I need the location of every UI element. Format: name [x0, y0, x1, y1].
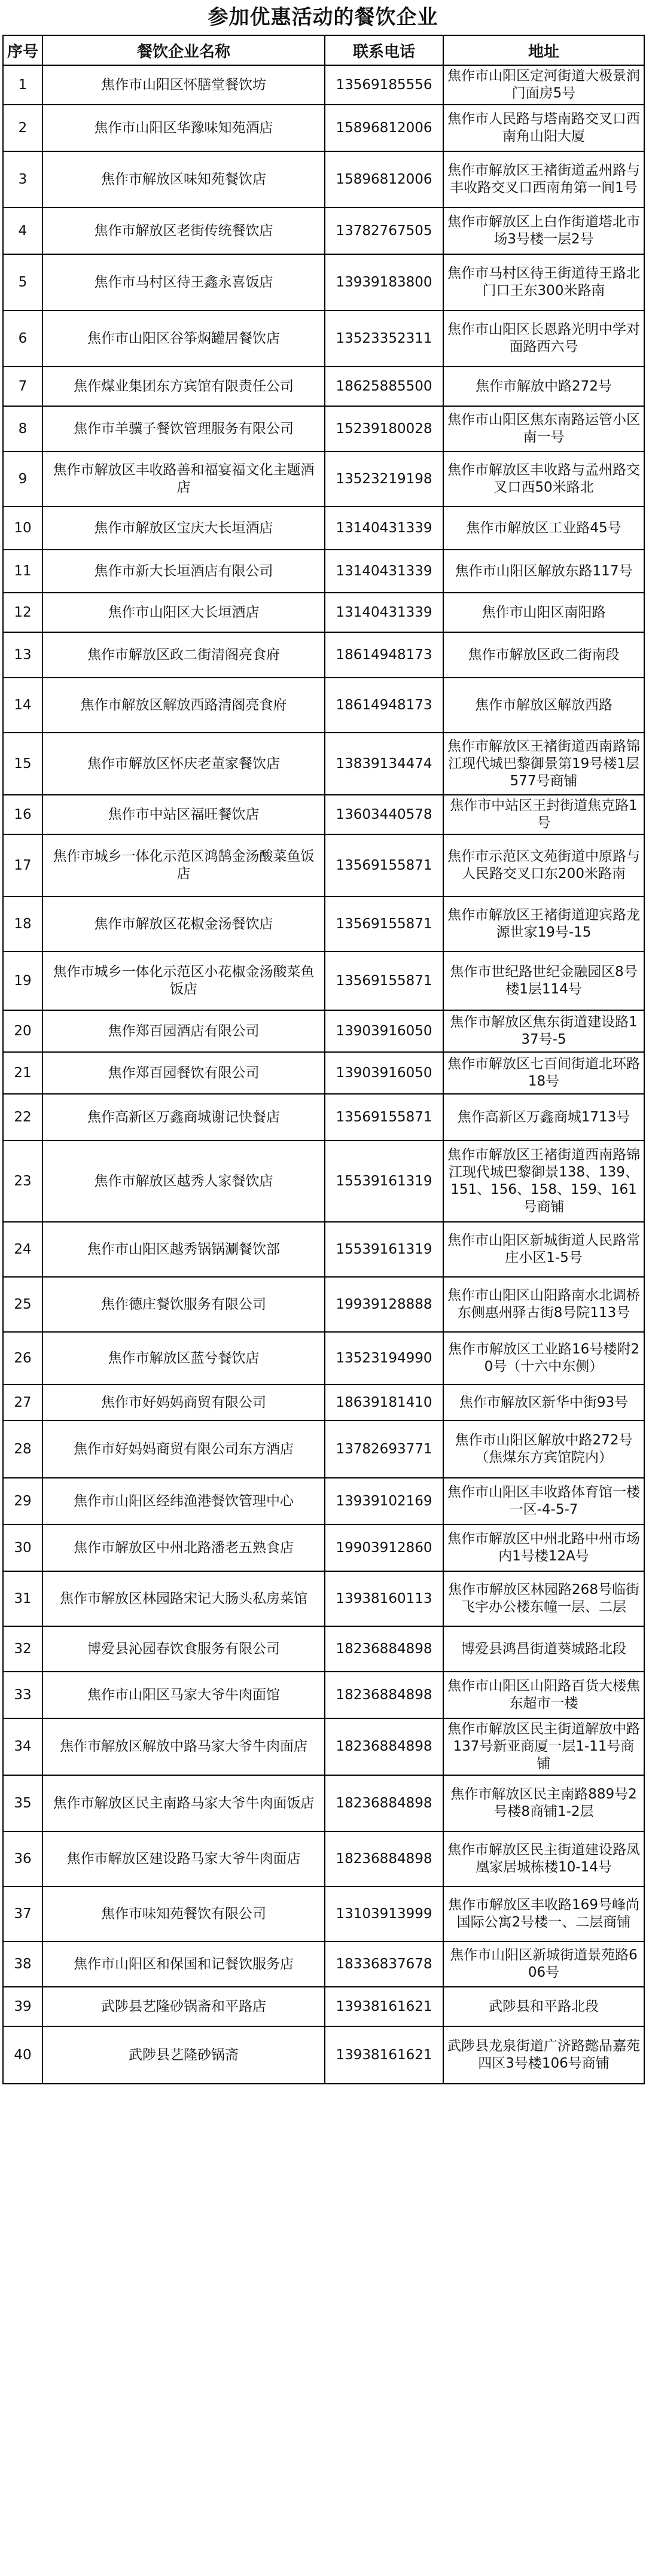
row-index: 24 — [3, 1222, 42, 1277]
contact-phone: 13782767505 — [325, 208, 443, 254]
contact-phone: 13569155871 — [325, 834, 443, 897]
row-index: 35 — [3, 1775, 42, 1831]
contact-phone: 13523194990 — [325, 1332, 443, 1385]
contact-phone: 19939128888 — [325, 1277, 443, 1332]
table-row — [3, 897, 644, 952]
restaurant-name: 焦作市山阳区怀膳堂餐饮坊 — [42, 65, 325, 105]
contact-phone: 18236884898 — [325, 1775, 443, 1831]
restaurant-name: 焦作市山阳区和保国和记餐饮服务店 — [42, 1941, 325, 1987]
contact-phone: 18614948173 — [325, 632, 443, 678]
contact-phone: 13938160113 — [325, 1571, 443, 1626]
row-index: 13 — [3, 632, 42, 678]
row-index: 39 — [3, 1987, 42, 2026]
table-row — [3, 1385, 644, 1420]
contact-phone: 15896812006 — [325, 151, 443, 208]
row-index: 21 — [3, 1052, 42, 1094]
row-index: 11 — [3, 550, 42, 593]
row-index: 29 — [3, 1478, 42, 1525]
restaurant-name: 博爱县沁园春饮食服务有限公司 — [42, 1626, 325, 1672]
row-index: 22 — [3, 1094, 42, 1141]
restaurant-address: 焦作市解放区民主街道解放中路137号新亚商厦一层1-11号商铺 — [443, 1718, 644, 1775]
table-row — [3, 1141, 644, 1222]
restaurant-address: 焦作市马村区待王街道待王路北门口王东300米路南 — [443, 254, 644, 310]
contact-phone: 13839134474 — [325, 733, 443, 795]
table-row — [3, 1987, 644, 2026]
restaurant-name: 焦作市山阳区大长垣酒店 — [42, 593, 325, 632]
restaurant-name: 武陟县艺隆砂锅斋 — [42, 2026, 325, 2084]
restaurant-address: 焦作市解放区民主街道建设路凤凰家居城栋楼10-14号 — [443, 1831, 644, 1886]
row-index: 19 — [3, 952, 42, 1010]
restaurant-address: 焦作市解放区王褚街道西南路锦江现代城巴黎御景第19号楼1层577号商铺 — [443, 733, 644, 795]
restaurant-name: 武陟县艺隆砂锅斋和平路店 — [42, 1987, 325, 2026]
row-index: 32 — [3, 1626, 42, 1672]
row-index: 33 — [3, 1672, 42, 1718]
restaurant-address: 焦作市山阳区定河街道大极景润门面房5号 — [443, 65, 644, 105]
row-index: 10 — [3, 507, 42, 550]
header-phone: 联系电话 — [325, 35, 443, 65]
restaurant-name: 焦作市山阳区马家大爷牛肉面馆 — [42, 1672, 325, 1718]
row-index: 27 — [3, 1385, 42, 1420]
restaurant-name: 焦作市羊骥子餐饮管理服务有限公司 — [42, 406, 325, 452]
row-index: 9 — [3, 452, 42, 507]
table-row — [3, 1052, 644, 1094]
table-row — [3, 678, 644, 733]
table-row — [3, 1277, 644, 1332]
restaurant-name: 焦作市解放区解放中路马家大爷牛肉面店 — [42, 1718, 325, 1775]
restaurant-name: 焦作煤业集团东方宾馆有限责任公司 — [42, 367, 325, 406]
restaurant-name: 焦作市中站区福旺餐饮店 — [42, 795, 325, 834]
restaurant-name: 焦作市解放区怀庆老董家餐饮店 — [42, 733, 325, 795]
restaurant-name: 焦作德庄餐饮服务有限公司 — [42, 1277, 325, 1332]
table-row — [3, 406, 644, 452]
row-index: 17 — [3, 834, 42, 897]
row-index: 12 — [3, 593, 42, 632]
table-row — [3, 208, 644, 254]
table-row — [3, 2026, 644, 2084]
row-index: 36 — [3, 1831, 42, 1886]
table-row — [3, 1420, 644, 1478]
restaurant-name: 焦作市解放区宝庆大长垣酒店 — [42, 507, 325, 550]
restaurant-address: 焦作市解放中路272号 — [443, 367, 644, 406]
restaurant-address: 焦作市山阳区山阳路南水北调桥东侧惠州驿古街8号院113号 — [443, 1277, 644, 1332]
contact-phone: 19903912860 — [325, 1525, 443, 1571]
contact-phone: 13140431339 — [325, 507, 443, 550]
contact-phone: 13140431339 — [325, 550, 443, 593]
restaurant-name: 焦作市山阳区经纬渔港餐饮管理中心 — [42, 1478, 325, 1525]
contact-phone: 13523352311 — [325, 310, 443, 367]
restaurant-address: 焦作市解放区七百间街道北环路18号 — [443, 1052, 644, 1094]
restaurant-name: 焦作市解放区老街传统餐饮店 — [42, 208, 325, 254]
restaurant-name: 焦作市味知苑餐饮有限公司 — [42, 1886, 325, 1941]
restaurant-address: 焦作市解放区上白作街道塔北市场3号楼一层2号 — [443, 208, 644, 254]
restaurant-address: 焦作市解放区丰收路与孟州路交叉口西50米路北 — [443, 452, 644, 507]
restaurant-address: 焦作市解放区工业路45号 — [443, 507, 644, 550]
restaurant-name: 焦作高新区万鑫商城谢记快餐店 — [42, 1094, 325, 1141]
restaurant-name: 焦作市城乡一体化示范区小花椒金汤酸菜鱼饭店 — [42, 952, 325, 1010]
contact-phone: 15239180028 — [325, 406, 443, 452]
row-index: 6 — [3, 310, 42, 367]
row-index: 38 — [3, 1941, 42, 1987]
table-row — [3, 105, 644, 151]
table-row — [3, 254, 644, 310]
row-index: 5 — [3, 254, 42, 310]
restaurant-name: 焦作市城乡一体化示范区鸿鹄金汤酸菜鱼饭店 — [42, 834, 325, 897]
contact-phone: 18236884898 — [325, 1672, 443, 1718]
row-index: 30 — [3, 1525, 42, 1571]
table-row — [3, 593, 644, 632]
restaurant-name: 焦作市解放区丰收路善和福宴福文化主题酒店 — [42, 452, 325, 507]
table-row — [3, 795, 644, 834]
restaurant-name: 焦作市马村区待王鑫永喜饭店 — [42, 254, 325, 310]
contact-phone: 13939102169 — [325, 1478, 443, 1525]
table-row — [3, 1831, 644, 1886]
restaurant-address: 焦作市解放区政二街南段 — [443, 632, 644, 678]
table-row — [3, 952, 644, 1010]
restaurant-address: 焦作市示范区文苑街道中原路与人民路交叉口东200米路南 — [443, 834, 644, 897]
restaurant-name: 焦作市山阳区华豫味知苑酒店 — [42, 105, 325, 151]
contact-phone: 13903916050 — [325, 1052, 443, 1094]
contact-phone: 13938161621 — [325, 1987, 443, 2026]
restaurant-address: 焦作市中站区王封街道焦克路1号 — [443, 795, 644, 834]
contact-phone: 13569185556 — [325, 65, 443, 105]
contact-phone: 18236884898 — [325, 1831, 443, 1886]
restaurant-name: 焦作郑百园餐饮有限公司 — [42, 1052, 325, 1094]
table-row — [3, 1010, 644, 1052]
contact-phone: 18236884898 — [325, 1718, 443, 1775]
row-index: 4 — [3, 208, 42, 254]
table-row — [3, 1094, 644, 1141]
row-index: 16 — [3, 795, 42, 834]
restaurant-address: 焦作市世纪路世纪金融园区8号楼1层114号 — [443, 952, 644, 1010]
row-index: 2 — [3, 105, 42, 151]
restaurant-address: 焦作市解放区中州北路中州市场内1号楼12A号 — [443, 1525, 644, 1571]
restaurant-address: 焦作市山阳区山阳路百货大楼焦东超市一楼 — [443, 1672, 644, 1718]
row-index: 31 — [3, 1571, 42, 1626]
restaurant-address: 武陟县龙泉街道广济路懿品嘉苑四区3号楼106号商铺 — [443, 2026, 644, 2084]
row-index: 26 — [3, 1332, 42, 1385]
contact-phone: 13782693771 — [325, 1420, 443, 1478]
restaurant-name: 焦作市解放区林园路宋记大肠头私房菜馆 — [42, 1571, 325, 1626]
restaurant-name: 焦作市新大长垣酒店有限公司 — [42, 550, 325, 593]
restaurant-address: 焦作市解放区工业路16号楼附20号（十六中东侧） — [443, 1332, 644, 1385]
contact-phone: 13569155871 — [325, 1094, 443, 1141]
contact-phone: 13523219198 — [325, 452, 443, 507]
table-row — [3, 1626, 644, 1672]
restaurant-name: 焦作市解放区解放西路清阁亮食府 — [42, 678, 325, 733]
restaurant-name: 焦作市解放区建设路马家大爷牛肉面店 — [42, 1831, 325, 1886]
restaurant-address: 焦作市人民路与塔南路交叉口西南角山阳大厦 — [443, 105, 644, 151]
restaurant-name: 焦作市解放区味知苑餐饮店 — [42, 151, 325, 208]
restaurant-name: 焦作市解放区民主南路马家大爷牛肉面饭店 — [42, 1775, 325, 1831]
table-row — [3, 1478, 644, 1525]
table-row — [3, 632, 644, 678]
table-row — [3, 733, 644, 795]
table-row — [3, 1571, 644, 1626]
table-header-row — [3, 35, 644, 65]
table-row — [3, 1886, 644, 1941]
row-index: 40 — [3, 2026, 42, 2084]
restaurant-address: 焦作市山阳区长恩路光明中学对面路西六号 — [443, 310, 644, 367]
restaurant-address: 博爱县鸿昌街道葵城路北段 — [443, 1626, 644, 1672]
row-index: 23 — [3, 1141, 42, 1222]
restaurant-name: 焦作市山阳区越秀锅锅涮餐饮部 — [42, 1222, 325, 1277]
table-row — [3, 1222, 644, 1277]
contact-phone: 13903916050 — [325, 1010, 443, 1052]
row-index: 18 — [3, 897, 42, 952]
restaurant-address: 焦作市解放区解放西路 — [443, 678, 644, 733]
restaurant-address: 焦作市解放区林园路268号临街飞宇办公楼东幢一层、二层 — [443, 1571, 644, 1626]
restaurant-name: 焦作市好妈妈商贸有限公司东方酒店 — [42, 1420, 325, 1478]
table-row — [3, 367, 644, 406]
restaurant-address: 焦作市解放区焦东街道建设路137号-5 — [443, 1010, 644, 1052]
row-index: 7 — [3, 367, 42, 406]
restaurant-name: 焦作市解放区中州北路潘老五熟食店 — [42, 1525, 325, 1571]
restaurant-table — [2, 35, 645, 2084]
restaurant-name: 焦作市好妈妈商贸有限公司 — [42, 1385, 325, 1420]
row-index: 37 — [3, 1886, 42, 1941]
page-title: 参加优惠活动的餐饮企业 — [208, 5, 438, 29]
restaurant-address: 焦作市山阳区南阳路 — [443, 593, 644, 632]
row-index: 1 — [3, 65, 42, 105]
table-row — [3, 310, 644, 367]
restaurant-address: 焦作市山阳区焦东南路运管小区南一号 — [443, 406, 644, 452]
contact-phone: 15539161319 — [325, 1222, 443, 1277]
restaurant-address: 焦作市山阳区新城街道人民路常庄小区1-5号 — [443, 1222, 644, 1277]
contact-phone: 13603440578 — [325, 795, 443, 834]
row-index: 14 — [3, 678, 42, 733]
table-row — [3, 834, 644, 897]
contact-phone: 18236884898 — [325, 1626, 443, 1672]
restaurant-address: 焦作市山阳区新城街道景苑路606号 — [443, 1941, 644, 1987]
table-row — [3, 1775, 644, 1831]
restaurant-address: 焦作市解放区王褚街道迎宾路龙源世家19号-15 — [443, 897, 644, 952]
restaurant-address: 焦作市解放区新华中街93号 — [443, 1385, 644, 1420]
contact-phone: 13140431339 — [325, 593, 443, 632]
row-index: 28 — [3, 1420, 42, 1478]
table-row — [3, 1525, 644, 1571]
row-index: 15 — [3, 733, 42, 795]
row-index: 3 — [3, 151, 42, 208]
restaurant-name: 焦作市山阳区谷筝焖罐居餐饮店 — [42, 310, 325, 367]
contact-phone: 15539161319 — [325, 1141, 443, 1222]
restaurant-name: 焦作市解放区蓝兮餐饮店 — [42, 1332, 325, 1385]
contact-phone: 13938161621 — [325, 2026, 443, 2084]
restaurant-name: 焦作市解放区政二街清阁亮食府 — [42, 632, 325, 678]
row-index: 25 — [3, 1277, 42, 1332]
contact-phone: 13569155871 — [325, 897, 443, 952]
row-index: 8 — [3, 406, 42, 452]
row-index: 34 — [3, 1718, 42, 1775]
restaurant-address: 焦作市解放区民主南路889号2号楼8商铺1-2层 — [443, 1775, 644, 1831]
restaurant-address: 焦作市山阳区解放中路272号（焦煤东方宾馆院内） — [443, 1420, 644, 1478]
restaurant-name: 焦作郑百园酒店有限公司 — [42, 1010, 325, 1052]
header-index: 序号 — [3, 35, 42, 65]
header-address: 地址 — [443, 35, 644, 65]
restaurant-address: 焦作市山阳区解放东路117号 — [443, 550, 644, 593]
contact-phone: 13569155871 — [325, 952, 443, 1010]
contact-phone: 15896812006 — [325, 105, 443, 151]
table-row — [3, 452, 644, 507]
header-name: 餐饮企业名称 — [42, 35, 325, 65]
contact-phone: 18336837678 — [325, 1941, 443, 1987]
contact-phone: 13939183800 — [325, 254, 443, 310]
contact-phone: 18614948173 — [325, 678, 443, 733]
row-index: 20 — [3, 1010, 42, 1052]
table-row — [3, 1941, 644, 1987]
table-row — [3, 1672, 644, 1718]
restaurant-address: 焦作高新区万鑫商城1713号 — [443, 1094, 644, 1141]
table-row — [3, 151, 644, 208]
restaurant-name: 焦作市解放区花椒金汤餐饮店 — [42, 897, 325, 952]
contact-phone: 18639181410 — [325, 1385, 443, 1420]
restaurant-name: 焦作市解放区越秀人家餐饮店 — [42, 1141, 325, 1222]
restaurant-address: 焦作市解放区丰收路169号峰尚国际公寓2号楼一、二层商铺 — [443, 1886, 644, 1941]
table-row — [3, 65, 644, 105]
table-row — [3, 1718, 644, 1775]
contact-phone: 13103913999 — [325, 1886, 443, 1941]
contact-phone: 18625885500 — [325, 367, 443, 406]
table-row — [3, 1332, 644, 1385]
restaurant-address: 焦作市解放区王褚街道孟州路与丰收路交叉口西南角第一间1号 — [443, 151, 644, 208]
table-row — [3, 507, 644, 550]
restaurant-address: 焦作市山阳区丰收路体育馆一楼一区-4-5-7 — [443, 1478, 644, 1525]
restaurant-address: 武陟县和平路北段 — [443, 1987, 644, 2026]
restaurant-address: 焦作市解放区王褚街道西南路锦江现代城巴黎御景138、139、151、156、158、159、161号商铺 — [443, 1141, 644, 1222]
table-row — [3, 550, 644, 593]
